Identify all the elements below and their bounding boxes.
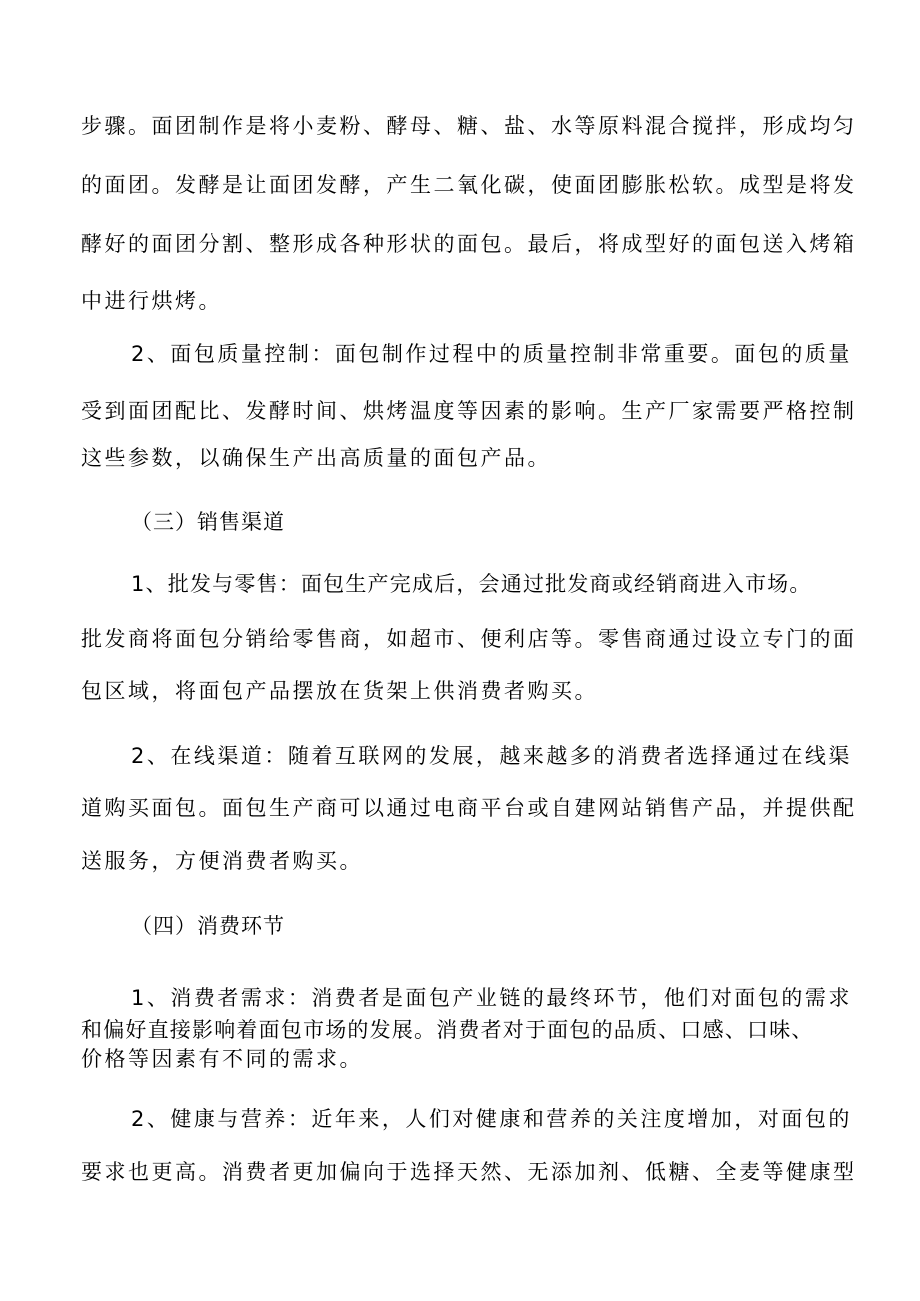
section-heading: （三）销售渠道 xyxy=(131,510,285,534)
paragraph-line: 2、健康与营养：近年来，人们对健康和营养的关注度增加，对面包的 xyxy=(131,1107,852,1131)
paragraph-line: 1、批发与零售：面包生产完成后，会通过批发商或经销商进入市场。 xyxy=(131,572,812,596)
paragraph-line: 和偏好直接影响着面包市场的发展。消费者对于面包的品质、口感、口味、 xyxy=(81,1018,814,1042)
paragraph-line: 受到面团配比、发酵时间、烘烤温度等因素的影响。生产厂家需要严格控制 xyxy=(81,399,857,423)
paragraph-line: 这些参数，以确保生产出高质量的面包产品。 xyxy=(81,446,551,470)
paragraph-line: 道购买面包。面包生产商可以通过电商平台或自建网站销售产品，并提供配 xyxy=(81,796,857,820)
paragraph-line: 2、面包质量控制：面包制作过程中的质量控制非常重要。面包的质量 xyxy=(131,342,852,366)
paragraph-line: 中进行烘烤。 xyxy=(81,289,222,313)
paragraph-line: 批发商将面包分销给零售商，如超市、便利店等。零售商通过设立专门的面 xyxy=(81,627,857,651)
paragraph-line: 的面团。发酵是让面团发酵，产生二氧化碳，使面团膨胀松软。成型是将发 xyxy=(81,173,857,197)
paragraph-line: 1、消费者需求：消费者是面包产业链的最终环节，他们对面包的需求 xyxy=(131,986,852,1010)
paragraph-line: 要求也更高。消费者更加偏向于选择天然、无添加剂、低糖、全麦等健康型 xyxy=(81,1160,857,1184)
paragraph-line: 价格等因素有不同的需求。 xyxy=(81,1047,363,1071)
section-heading: （四）消费环节 xyxy=(131,914,285,938)
paragraph-line: 包区域，将面包产品摆放在货架上供消费者购买。 xyxy=(81,679,598,703)
paragraph-line: 酵好的面团分割、整形成各种形状的面包。最后，将成型好的面包送入烤箱 xyxy=(81,232,857,256)
paragraph-line: 送服务，方便消费者购买。 xyxy=(81,849,363,873)
paragraph-line: 步骤。面团制作是将小麦粉、酵母、糖、盐、水等原料混合搅拌，形成均匀 xyxy=(81,114,857,138)
paragraph-line: 2、在线渠道：随着互联网的发展，越来越多的消费者选择通过在线渠 xyxy=(131,744,852,768)
